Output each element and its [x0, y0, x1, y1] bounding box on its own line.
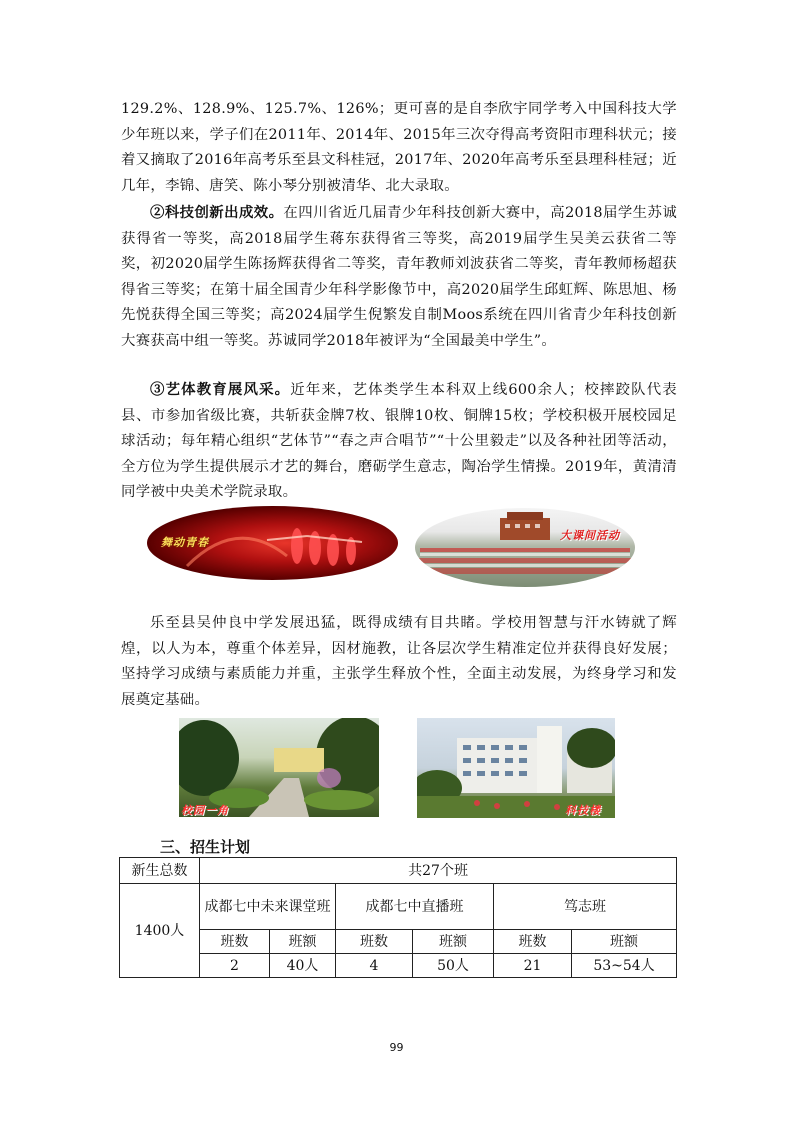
- building-caption: 科技楼: [565, 804, 601, 817]
- header-size: 班额: [270, 930, 336, 954]
- arts-body: 近年来，艺体类学生本科双上线600余人；校摔跤队代表县、市参加省级比赛，共斩获金牌7枚、银牌10枚、铜牌15枚；学校积极开展校园足球活动；每年精心组织“艺体节”“春之声合唱节”“十公里毅走”以及各种社团等活动，全方位为学生提供展示才艺的舞台，磨砺学生意志，陶冶学生情操。2019年，黄清清同学被中央美术学院录取。: [121, 382, 677, 500]
- page-number: 99: [389, 1041, 404, 1054]
- header-count: 班数: [336, 930, 413, 954]
- enrollment-table: [119, 857, 677, 978]
- section-title-enrollment: 三、招生计划: [160, 838, 251, 856]
- exercise-caption: 大课间活动: [560, 529, 620, 542]
- classes-total-cell: 共27个班: [200, 858, 677, 884]
- table-row: [120, 858, 677, 884]
- table-row: [120, 884, 677, 930]
- duzhi-size: 53~54人: [572, 954, 677, 978]
- paragraph-summary: 乐至县吴仲良中学发展迅猛，既得成绩有目共睹。学校用智慧与汗水铸就了辉煌，以人为本，尊重个体差异，因材施教，让各层次学生精准定位并获得良好发展；坚持学习成绩与素质能力并重，主张学生释放个性，全面主动发展，为终身学习和发展奠定基础。: [121, 615, 677, 708]
- class-type-live: 成都七中直播班: [336, 884, 494, 930]
- school-building-icon: [415, 508, 635, 587]
- table-row: [120, 954, 677, 978]
- class-type-duzhi: 笃志班: [494, 884, 677, 930]
- building-photo: [417, 718, 615, 818]
- future-count: 2: [200, 954, 270, 978]
- dance-caption: 舞动青春: [161, 536, 209, 549]
- paragraph-achievements: 129.2%、128.9%、125.7%、126%；更可喜的是自李欣宇同学考入中国科技大学少年班以来，学子们在2011年、2014年、2015年三次夺得高考资阳市理科状元；接着又摘取了2016年高考乐至县文科桂冠，2017年、2020年高考乐至县理科桂冠；近几年，李锦、唐笑、陈小琴分别被清华、北大录取。: [121, 101, 677, 194]
- paragraph-arts: [121, 377, 677, 506]
- total-students-cell: 1400人: [120, 884, 200, 978]
- duzhi-count: 21: [494, 954, 572, 978]
- arts-heading: ③艺体教育展风采。: [150, 381, 291, 398]
- science-heading: ②科技创新出成效。: [150, 204, 284, 221]
- exercise-photo: [415, 508, 635, 587]
- dance-photo: [147, 506, 398, 580]
- campus-photo: [179, 718, 379, 817]
- header-count: 班数: [200, 930, 270, 954]
- class-type-future: 成都七中未来课堂班: [200, 884, 336, 930]
- live-count: 4: [336, 954, 413, 978]
- total-label-cell: 新生总数: [120, 858, 200, 884]
- header-size: 班额: [572, 930, 677, 954]
- table-row: [120, 930, 677, 954]
- header-count: 班数: [494, 930, 572, 954]
- paragraph-science: [121, 200, 677, 354]
- science-body: 在四川省近几届青少年科技创新大赛中，高2018届学生苏诚获得省一等奖，高2018届学生蒋东获得省三等奖，高2019届学生吴美云获省二等奖，初2020届学生陈扬辉获得省二等奖，青年教师刘波获省二等奖，青年教师杨超获得省三等奖；在第十届全国青少年科学影像节中，高2020届学生邱虹辉、陈思旭、杨先悦获得全国三等奖；高2024届学生倪繁发自制Moos系统在四川省青少年科技创新大赛获高中组一等奖。苏诚同学2018年被评为“全国最美中学生”。: [121, 205, 678, 349]
- live-size: 50人: [413, 954, 494, 978]
- campus-caption: 校园一角: [181, 804, 229, 817]
- header-size: 班额: [413, 930, 494, 954]
- future-size: 40人: [270, 954, 336, 978]
